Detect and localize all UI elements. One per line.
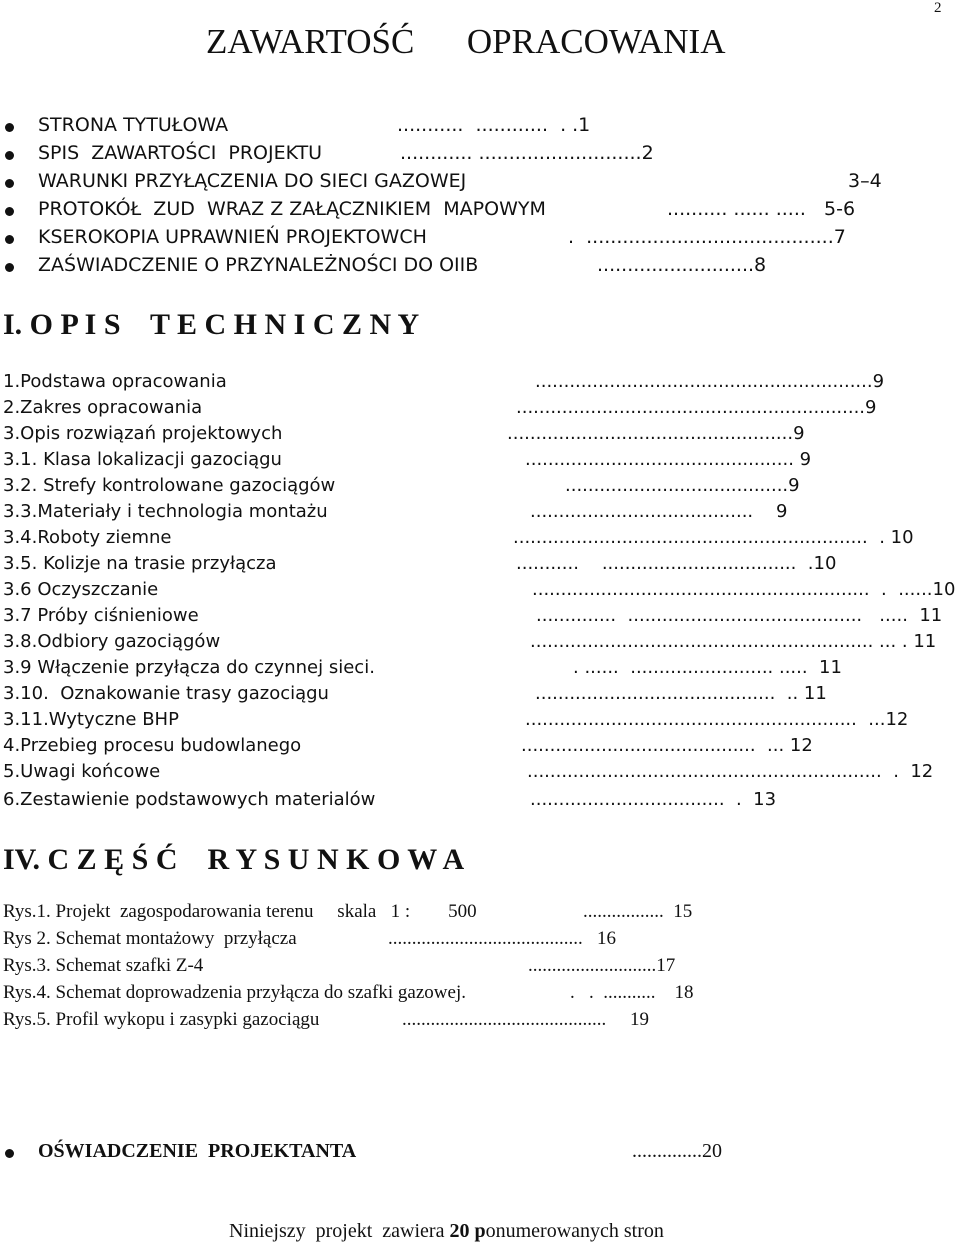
toc-item-label: 3.11.Wytyczne BHP (3, 709, 179, 730)
drawing-item-page: . . ........... 18 (570, 982, 694, 1003)
toc-item-page: .................................. . 13 (530, 789, 777, 810)
toc-item-row (0, 761, 960, 787)
drawing-item-label: Rys.3. Schemat szafki Z-4 (3, 955, 204, 976)
toc-item-label: 3.8.Odbiory gazociągów (3, 631, 221, 652)
toc-item-page: ........... .................................. .10 (516, 553, 837, 574)
drawing-item-label: Rys.5. Profil wykopu i zasypki gazociągu (3, 1009, 320, 1030)
footer-suffix: onumerowanych stron (485, 1220, 664, 1242)
front-item-row (0, 226, 960, 254)
statement-row (0, 1140, 960, 1168)
toc-item-label: 5.Uwagi końcowe (3, 761, 161, 782)
front-item-row (0, 254, 960, 282)
section-heading-technical: I. O P I S T E C H N I C Z N Y (3, 308, 420, 341)
toc-item-row (0, 657, 960, 683)
toc-item-label: 3.4.Roboty ziemne (3, 527, 172, 548)
bullet-icon (5, 151, 14, 160)
bullet-icon (5, 235, 14, 244)
front-item-label: STRONA TYTUŁOWA (38, 114, 229, 136)
front-item-label: ZAŚWIADCZENIE O PRZYNALEŻNOŚCI DO OIIB (38, 254, 479, 276)
toc-item-page: .............................................................. . 10 (513, 527, 914, 548)
page-title: ZAWARTOŚĆ OPRACOWANIA (206, 22, 726, 61)
drawing-item-page: ................. 15 (583, 901, 693, 922)
drawing-item-label: Rys.1. Projekt zagospodarowania terenu skala 1 : 500 (3, 901, 477, 922)
drawing-item-label: Rys.4. Schemat doprowadzenia przyłącza do szafki gazowej. (3, 982, 466, 1003)
toc-item-row (0, 605, 960, 631)
drawing-item-page: ...........................17 (528, 955, 676, 976)
front-item-page: .......... ...... ..... 5-6 (667, 198, 856, 220)
front-item-row (0, 170, 960, 198)
toc-item-row (0, 683, 960, 709)
footer-prefix: Niniejszy projekt zawiera (229, 1220, 450, 1242)
toc-item-label: 3.9 Włączenie przyłącza do czynnej sieci. (3, 657, 375, 678)
drawing-item-row (0, 1009, 960, 1035)
front-item-page: ........... ............ . .1 (397, 114, 591, 136)
toc-item-row (0, 475, 960, 501)
toc-item-page: ............................................... 9 (525, 449, 812, 470)
drawing-item-row (0, 901, 960, 927)
toc-item-page: .............. ......................................... ..... 11 (536, 605, 943, 626)
toc-item-page: ..................................................9 (507, 423, 805, 444)
footer-count: 20 (449, 1220, 470, 1242)
footer-note (229, 1220, 664, 1243)
toc-item-label: 6.Zestawienie podstawowych materialów (3, 789, 376, 810)
toc-item-label: 3.1. Klasa lokalizacji gazociągu (3, 449, 282, 470)
drawing-item-row (0, 928, 960, 954)
front-item-label: SPIS ZAWARTOŚCI PROJEKTU (38, 142, 323, 164)
toc-item-page: . ...... ......................... ..... 11 (573, 657, 842, 678)
toc-item-label: 3.7 Próby ciśnieniowe (3, 605, 199, 626)
drawing-item-row (0, 955, 960, 981)
toc-item-page: .............................................................9 (516, 397, 877, 418)
toc-item-page: ............................................................ ... . 11 (530, 631, 937, 652)
toc-item-page: .......................................... .. 11 (535, 683, 827, 704)
front-item-label: PROTOKÓŁ ZUD WRAZ Z ZAŁĄCZNIKIEM MAPOWYM (38, 198, 546, 220)
toc-item-label: 3.2. Strefy kontrolowane gazociągów (3, 475, 336, 496)
statement-page: ..............20 (632, 1140, 722, 1162)
front-item-page: 3–4 (848, 170, 882, 192)
toc-item-row (0, 709, 960, 735)
toc-item-page: .......................................9 (565, 475, 800, 496)
drawing-item-label: Rys 2. Schemat montażowy przyłącza (3, 928, 297, 949)
front-item-page: ............ ...........................2 (400, 142, 654, 164)
drawing-item-row (0, 982, 960, 1008)
toc-item-label: 3.6 Oczyszczanie (3, 579, 159, 600)
toc-item-row (0, 371, 960, 397)
drawing-item-page: ........................................... 19 (402, 1009, 649, 1030)
front-item-row (0, 198, 960, 226)
toc-item-page: ...........................................................9 (535, 371, 885, 392)
front-item-page: . .........................................7 (568, 226, 846, 248)
bullet-icon (5, 207, 14, 216)
toc-item-row (0, 449, 960, 475)
toc-item-row (0, 423, 960, 449)
toc-item-page: ......................................... ... 12 (521, 735, 813, 756)
section-heading-drawings: IV. C Z Ę Ś Ć R Y S U N K O W A (3, 843, 465, 876)
bullet-icon (5, 1149, 14, 1158)
toc-item-row (0, 631, 960, 657)
page-number: 2 (934, 0, 942, 16)
front-item-row (0, 142, 960, 170)
bullet-icon (5, 179, 14, 188)
statement-label: OŚWIADCZENIE PROJEKTANTA (38, 1140, 357, 1162)
toc-item-row (0, 579, 960, 605)
front-item-label: KSEROKOPIA UPRAWNIEŃ PROJEKTOWCH (38, 226, 427, 248)
bullet-icon (5, 263, 14, 272)
toc-item-label: 3.3.Materiały i technologia montażu (3, 501, 328, 522)
toc-item-page: ........................................................... . ......10 (532, 579, 956, 600)
toc-item-page: ....................................... 9 (530, 501, 788, 522)
toc-item-row (0, 553, 960, 579)
toc-item-row (0, 501, 960, 527)
bullet-icon (5, 123, 14, 132)
front-item-label: WARUNKI PRZYŁĄCZENIA DO SIECI GAZOWEJ (38, 170, 467, 192)
toc-item-label: 2.Zakres opracowania (3, 397, 203, 418)
toc-item-label: 3.Opis rozwiązań projektowych (3, 423, 283, 444)
toc-item-page: .............................................................. . 12 (527, 761, 934, 782)
toc-item-label: 1.Podstawa opracowania (3, 371, 227, 392)
toc-item-page: .......................................................... ...12 (525, 709, 909, 730)
front-item-page: ..........................8 (597, 254, 767, 276)
toc-item-row (0, 789, 960, 815)
toc-item-label: 3.10. Oznakowanie trasy gazociągu (3, 683, 329, 704)
toc-item-row (0, 735, 960, 761)
footer-letter: p (474, 1220, 486, 1242)
toc-item-label: 3.5. Kolizje na trasie przyłącza (3, 553, 277, 574)
toc-item-label: 4.Przebieg procesu budowlanego (3, 735, 302, 756)
toc-item-row (0, 527, 960, 553)
front-item-row (0, 114, 960, 142)
drawing-item-page: ......................................... 16 (388, 928, 616, 949)
toc-item-row (0, 397, 960, 423)
